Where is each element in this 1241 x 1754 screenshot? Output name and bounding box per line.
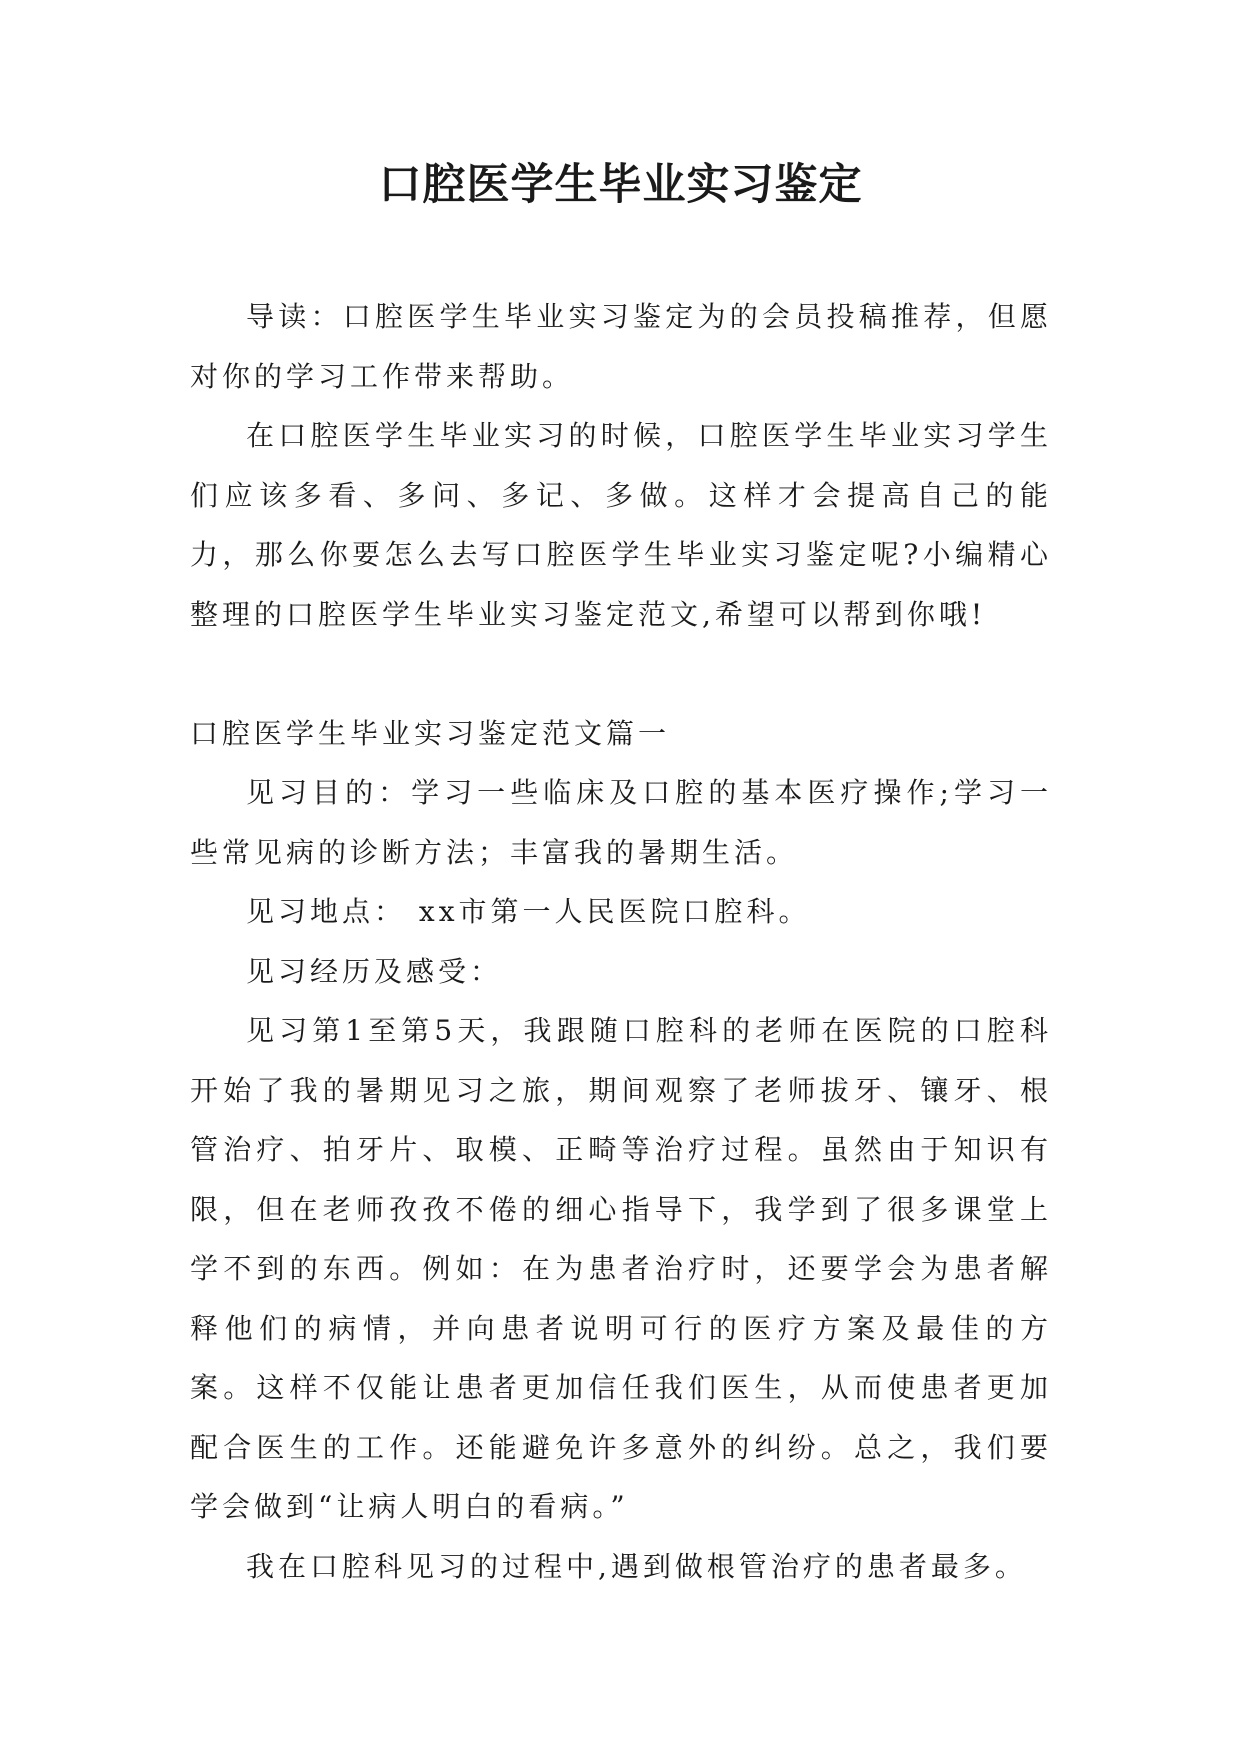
body-paragraph: 在口腔医学生毕业实习的时候，口腔医学生毕业实习学生们应该多看、多问、多记、多做。这样才会提高自己的能力，那么你要怎么去写口腔医学生毕业实习鉴定呢?小编精心整理的口腔医学生毕业实习鉴定范文,希望可以帮到你哦! [190, 419, 1052, 631]
document-body [190, 287, 1052, 1596]
document-title: 口腔医学生毕业实习鉴定 [378, 160, 863, 210]
experience-heading: 见习经历及感受： [246, 954, 503, 988]
experience-paragraph: 见习第1至第5天，我跟随口腔科的老师在医院的口腔科开始了我的暑期见习之旅，期间观察了老师拔牙、镶牙、根管治疗、拍牙片、取模、正畸等治疗过程。虽然由于知识有限，但在老师孜孜不倦的细心指导下，我学到了很多课堂上学不到的东西。例如：在为患者治疗时，还要学会为患者解释他们的病情，并向患者说明可行的医疗方案及最佳的方案。这样不仅能让患者更加信任我们医生，从而使患者更加配合医生的工作。还能避免许多意外的纠纷。总之，我们要学会做到“让病人明白的看病。” [190, 1014, 1052, 1523]
experience-paragraph: 我在口腔科见习的过程中,遇到做根管治疗的患者最多。 [246, 1549, 1027, 1583]
location-paragraph: 见习地点： xx市第一人民医院口腔科。 [246, 895, 811, 928]
intro-paragraph: 导读：口腔医学生毕业实习鉴定为的会员投稿推荐，但愿对你的学习工作带来帮助。 [190, 300, 1052, 393]
paragraph-spacer [190, 644, 1052, 704]
section-heading: 口腔医学生毕业实习鉴定范文篇一 [190, 716, 671, 750]
purpose-paragraph: 见习目的：学习一些临床及口腔的基本医疗操作;学习一些常见病的诊断方法；丰富我的暑期生活。 [190, 776, 1052, 869]
